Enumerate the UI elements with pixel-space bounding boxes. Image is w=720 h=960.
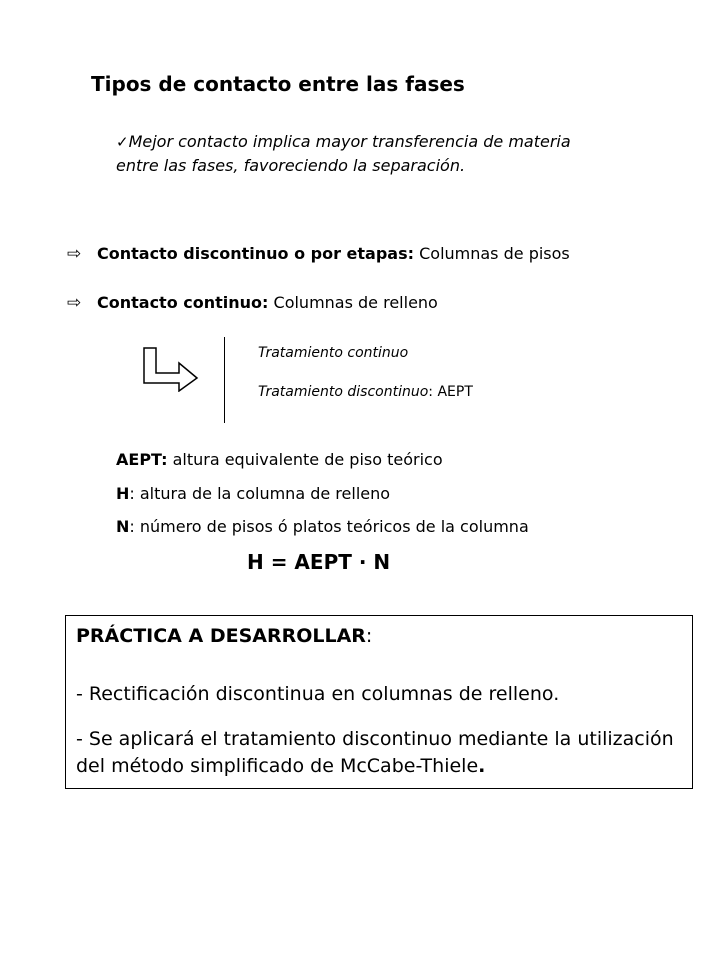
treatment-discontinuous-label: Tratamiento discontinuo	[258, 384, 429, 400]
bullet-text: Columnas de relleno	[268, 293, 438, 312]
bullet-label: Contacto continuo:	[97, 293, 269, 312]
treatment-continuous: Tratamiento continuo	[258, 345, 409, 361]
check-note	[116, 130, 571, 178]
practice-item-2-period: .	[478, 755, 486, 777]
definition-text: : altura de la columna de relleno	[129, 484, 391, 503]
practice-heading	[76, 625, 372, 647]
bullet-continuous-contact	[67, 293, 438, 313]
bullet-discontinuous-contact	[67, 244, 570, 264]
definition-h	[116, 484, 390, 503]
note-line-2: entre las fases, favoreciendo la separación.	[116, 156, 466, 175]
divider-line	[224, 337, 225, 423]
formula: H = AEPT · N	[247, 550, 391, 574]
practice-heading-colon: :	[365, 625, 373, 647]
right-arrow-icon: ⇨	[67, 244, 82, 264]
definition-aept	[116, 450, 443, 469]
treatment-discontinuous-value: : AEPT	[428, 384, 473, 400]
definition-term: N	[116, 517, 130, 536]
page-title: Tipos de contacto entre las fases	[91, 72, 465, 96]
practice-item-2-text: - Se aplicará el tratamiento discontinuo mediante la utilización del método simplificado de McCabe-Thiele	[76, 728, 674, 777]
bullet-label: Contacto discontinuo o por etapas:	[97, 244, 415, 263]
definition-text: altura equivalente de piso teórico	[167, 450, 443, 469]
practice-item-2	[76, 726, 686, 780]
practice-heading-text: PRÁCTICA A DESARROLLAR	[76, 625, 366, 647]
definition-term: AEPT:	[116, 450, 168, 469]
right-arrow-icon: ⇨	[67, 293, 82, 313]
treatment-discontinuous	[258, 384, 473, 400]
checkmark-icon: ✓	[116, 133, 129, 151]
definition-n	[116, 517, 529, 536]
definition-text: : número de pisos ó platos teóricos de la columna	[129, 517, 529, 536]
practice-item-1: - Rectificación discontinua en columnas de relleno.	[76, 683, 560, 705]
practice-box	[65, 615, 693, 789]
bent-arrow-icon	[141, 346, 199, 392]
note-line-1: Mejor contacto implica mayor transferencia de materia	[128, 132, 571, 151]
definition-term: H	[116, 484, 130, 503]
bullet-text: Columnas de pisos	[414, 244, 570, 263]
